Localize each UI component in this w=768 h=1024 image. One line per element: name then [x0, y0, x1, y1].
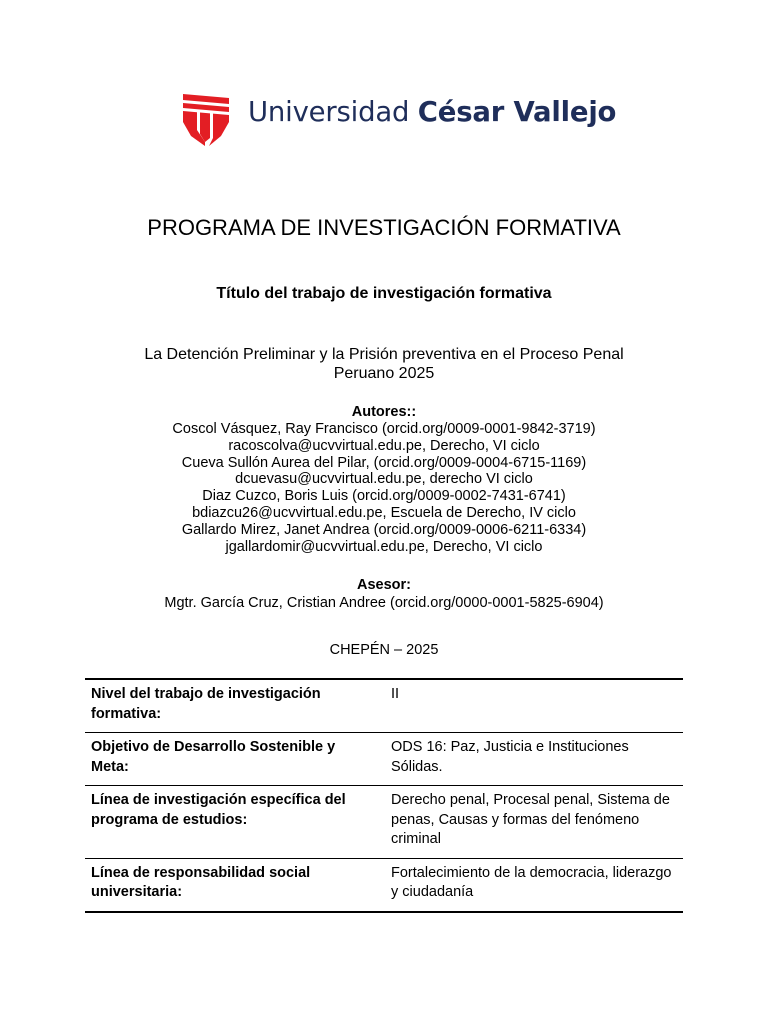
authors-heading: Autores::: [351, 404, 417, 420]
row-label: Línea de responsabilidad social universitaria:: [91, 864, 311, 900]
university-logo: [181, 92, 617, 148]
advisor-name: Mgtr. García Cruz, Cristian Andree (orcid.org/0000-0001-5825-6904): [164, 595, 604, 611]
university-shield-icon: [181, 92, 231, 148]
table-row: [85, 679, 683, 733]
author-line: jgallardomir@ucvvirtual.edu.pe, Derecho, VI ciclo: [225, 538, 543, 555]
author-line: Coscol Vásquez, Ray Francisco (orcid.org/0009-0001-9842-3719): [172, 421, 596, 437]
university-name-regular: Universidad: [248, 96, 418, 128]
table-row: [85, 858, 683, 912]
advisor-heading: Asesor:: [357, 577, 411, 593]
author-line: Cueva Sullón Aurea del Pilar, (orcid.org/0009-0004-6715-1169): [181, 454, 587, 471]
authors-list: [0, 421, 768, 555]
row-label: Línea de investigación específica del programa de estudios:: [91, 792, 346, 828]
author-line: bdiazcu26@ucvvirtual.edu.pe, Escuela de Derecho, IV ciclo: [192, 504, 576, 521]
row-value: II: [391, 686, 400, 702]
table-row: [85, 733, 683, 786]
row-value: Fortalecimiento de la democracia, liderazgo y ciudadanía: [391, 864, 672, 900]
author-line: Diaz Cuzco, Boris Luis (orcid.org/0009-0002-7431-6741): [202, 488, 566, 505]
author-line: racoscolva@ucvvirtual.edu.pe, Derecho, VI ciclo: [228, 437, 540, 454]
row-label: Objetivo de Desarrollo Sostenible y Meta:: [91, 739, 336, 775]
table-row: [85, 786, 683, 859]
work-subtitle: Título del trabajo de investigación formativa: [216, 285, 552, 302]
work-title: La Detención Preliminar y la Prisión preventiva en el Proceso Penal Peruano 2025: [144, 346, 624, 382]
author-line: dcuevasu@ucvvirtual.edu.pe, derecho VI ciclo: [235, 471, 533, 488]
university-name-bold: César Vallejo: [417, 96, 617, 128]
row-value: Derecho penal, Procesal penal, Sistema de penas, Causas y formas del fenómeno criminal: [391, 792, 670, 847]
row-value: ODS 16: Paz, Justicia e Instituciones Sólidas.: [391, 739, 629, 775]
row-label: Nivel del trabajo de investigación formativa:: [91, 686, 321, 722]
author-line: Gallardo Mirez, Janet Andrea (orcid.org/0009-0006-6211-6334): [181, 521, 587, 538]
program-title: PROGRAMA DE INVESTIGACIÓN FORMATIVA: [147, 215, 621, 240]
university-name: [248, 96, 616, 128]
place-year: CHEPÉN – 2025: [329, 642, 439, 658]
research-info-table: [85, 678, 683, 913]
